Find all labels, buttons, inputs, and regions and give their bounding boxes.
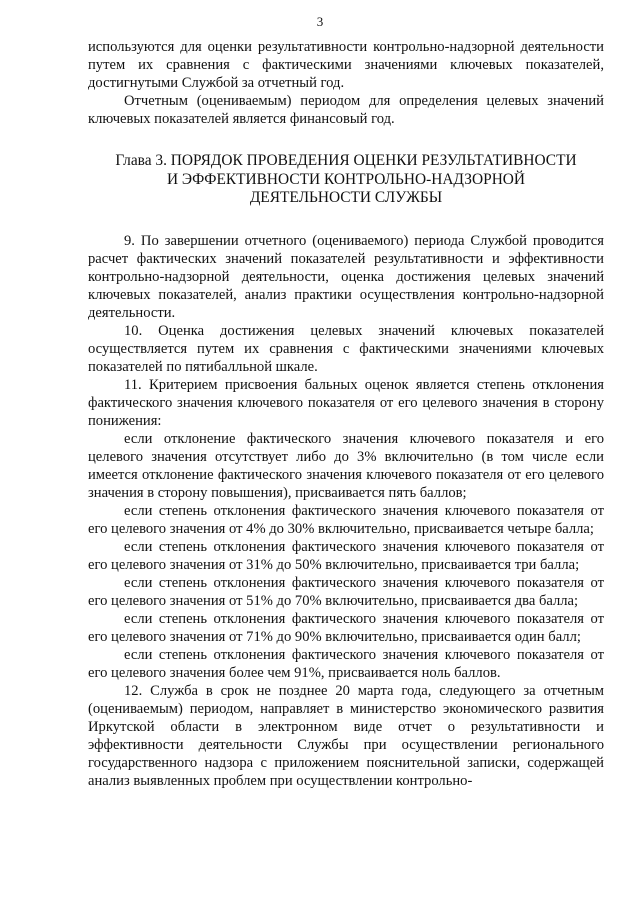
criterion-five-points: если отклонение фактического значения ключевого показателя и его целевого значения отсутствует либо до 3% включительно (в том числе если имеется отклонение фактического значения ключевого показателя от его целевого значения в сторону повышения), присваивается пять баллов; <box>88 430 604 501</box>
paragraph-11: 11. Критерием присвоения бальных оценок является степень отклонения фактического значения ключевого показателя от его целевого значения в сторону понижения: <box>88 376 604 429</box>
paragraph-10: 10. Оценка достижения целевых значений ключевых показателей осуществляется путем их сравнения с фактическими значениями ключевых показателей по пятибалльной шкале. <box>88 322 604 375</box>
criterion-two-points: если степень отклонения фактического значения ключевого показателя от его целевого значения от 51% до 70% включительно, присваивается два балла; <box>88 574 604 609</box>
document-body <box>88 38 604 790</box>
chapter-heading-line-3: ДЕЯТЕЛЬНОСТИ СЛУЖБЫ <box>249 189 443 206</box>
paragraph-9: 9. По завершении отчетного (оцениваемого) периода Службой проводится расчет фактических значений показателей результативности и эффективности контрольно-надзорной деятельности, оценка достижения целевых значений ключевых показателей, анализ практики осуществления контрольно-надзорной деятельности. <box>88 232 604 321</box>
intro-paragraph-1: используются для оценки результативности контрольно-надзорной деятельности путем их сравнения с фактическими значениями ключевых показателей, достигнутыми Службой за отчетный год. <box>88 39 604 91</box>
criterion-zero-points: если степень отклонения фактического значения ключевого показателя от его целевого значения более чем 91%, присваивается ноль баллов. <box>88 646 604 681</box>
criterion-three-points: если степень отклонения фактического значения ключевого показателя от его целевого значения от 31% до 50% включительно, присваивается три балла; <box>88 538 604 573</box>
criterion-one-point: если степень отклонения фактического значения ключевого показателя от его целевого значения от 71% до 90% включительно, присваивается один балл; <box>88 610 604 645</box>
chapter-heading-line-1: Глава 3. ПОРЯДОК ПРОВЕДЕНИЯ ОЦЕНКИ РЕЗУЛЬТАТИВНОСТИ <box>115 152 577 169</box>
intro-paragraph-2: Отчетным (оцениваемым) периодом для определения целевых значений ключевых показателей является финансовый год. <box>88 93 604 127</box>
chapter-heading-line-2: И ЭФФЕКТИВНОСТИ КОНТРОЛЬНО-НАДЗОРНОЙ <box>166 170 526 188</box>
page-number: 3 <box>316 14 324 29</box>
chapter-heading <box>88 152 604 208</box>
paragraph-12: 12. Служба в срок не позднее 20 марта года, следующего за отчетным (оцениваемым) периодом, направляет в министерство экономического развития Иркутской области в электронном виде отчет о результативности и эффективности деятельности Службы при осуществлении регионального государственного надзора с приложением пояснительной записки, содержащей анализ выявленных проблем при осуществлении контрольно- <box>88 682 604 789</box>
criterion-four-points: если степень отклонения фактического значения ключевого показателя от его целевого значения от 4% до 30% включительно, присваивается четыре балла; <box>88 502 604 537</box>
